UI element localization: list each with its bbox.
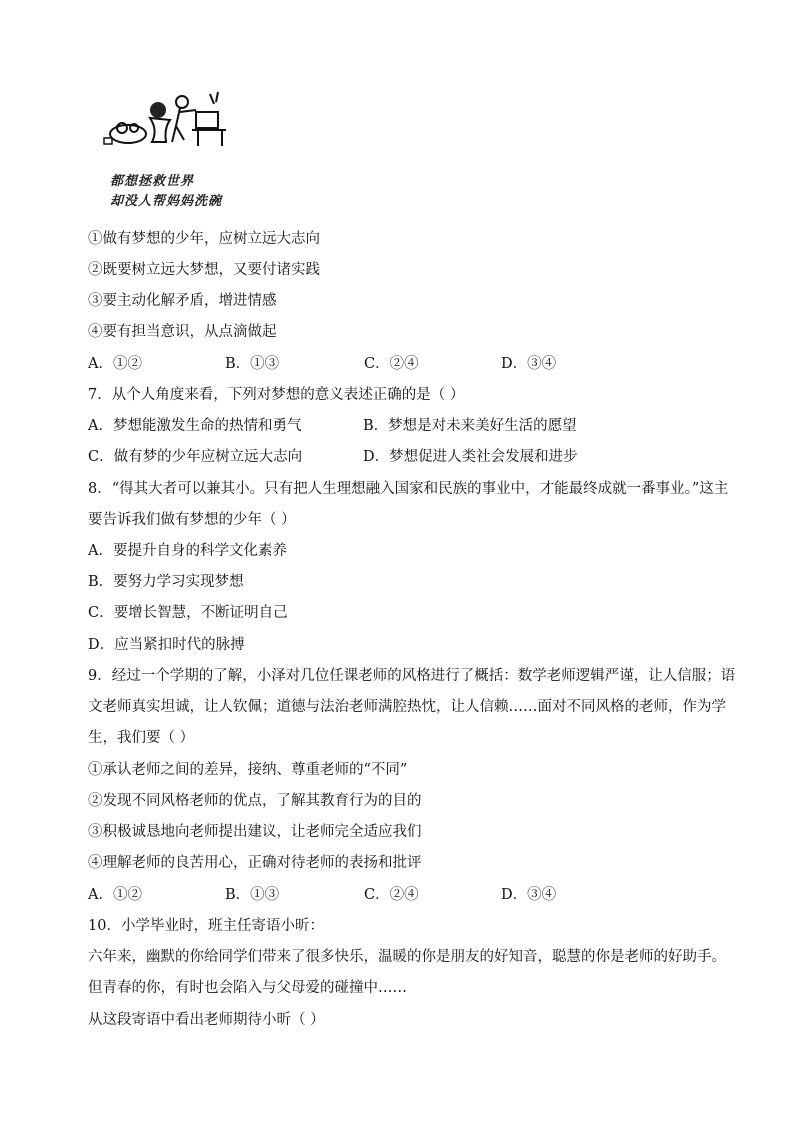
q8-option-d[interactable]: D．应当紧扣时代的脉搏 — [88, 637, 245, 653]
q7-option-d[interactable]: D．梦想促进人类社会发展和进步 — [363, 449, 578, 465]
q6-option-b[interactable]: B．①③ — [225, 356, 280, 372]
q6-option-a[interactable]: A．①② — [88, 356, 142, 372]
q9-option-d[interactable]: D．③④ — [501, 887, 557, 903]
q6-option-c[interactable]: C．②④ — [364, 356, 419, 372]
q8-option-b[interactable]: B．要努力学习实现梦想 — [88, 574, 244, 590]
cartoon-illustration-icon — [100, 88, 230, 150]
q8-option-c[interactable]: C．要增长智慧，不断证明自己 — [88, 605, 288, 621]
q6-item-3: ③要主动化解矛盾，增进情感 — [88, 293, 277, 309]
q9-option-a[interactable]: A．①② — [88, 887, 142, 903]
q6-item-2: ②既要树立远大梦想，又要付诸实践 — [88, 262, 320, 278]
q9-stem-line1: 9．经过一个学期的了解，小泽对几位任课老师的风格进行了概括：数学老师逻辑严谨，让人信服；语 — [88, 668, 736, 684]
q6-item-1: ①做有梦想的少年，应树立远大志向 — [88, 231, 320, 247]
q9-option-b[interactable]: B．①③ — [225, 887, 280, 903]
q10-stem: 10．小学毕业时，班主任寄语小昕： — [88, 918, 324, 934]
illustration-caption-line2: 却没人帮妈妈洗碗 — [110, 194, 223, 209]
q7-stem: 7．从个人角度来看，下列对梦想的意义表述正确的是（ ） — [88, 387, 465, 403]
q9-item-4: ④理解老师的良苦用心，正确对待老师的表扬和批评 — [88, 855, 422, 871]
q10-text-line2: 但青春的你，有时也会陷入与父母爱的碰撞中…… — [88, 980, 407, 996]
q9-item-3: ③积极诚恳地向老师提出建议，让老师完全适应我们 — [88, 824, 422, 840]
q9-item-2: ②发现不同风格老师的优点，了解其教育行为的目的 — [88, 793, 422, 809]
q8-stem-line1: 8．“得其大者可以兼其小。只有把人生理想融入国家和民族的事业中，才能最终成就一番事业。”这主 — [88, 481, 729, 497]
q9-stem-line2: 文老师真实坦诚，让人钦佩；道德与法治老师满腔热忱，让人信赖……面对不同风格的老师，作为学 — [88, 699, 726, 715]
q10-text-line3: 从这段寄语中看出老师期待小昕（ ） — [88, 1012, 325, 1028]
q6-option-d[interactable]: D．③④ — [501, 356, 557, 372]
q8-option-a[interactable]: A．要提升自身的科学文化素养 — [88, 543, 287, 559]
q7-option-a[interactable]: A．梦想能激发生命的热情和勇气 — [88, 418, 302, 434]
q9-stem-line3: 生，我们要（ ） — [88, 730, 195, 746]
q7-option-b[interactable]: B．梦想是对未来美好生活的愿望 — [363, 418, 577, 434]
q7-option-c[interactable]: C．做有梦的少年应树立远大志向 — [88, 449, 303, 465]
q10-text-line1: 六年来，幽默的你给同学们带来了很多快乐，温暖的你是朋友的好知音，聪慧的你是老师的好助手。 — [88, 949, 726, 965]
q6-item-4: ④要有担当意识，从点滴做起 — [88, 324, 277, 340]
q8-stem-line2: 要告诉我们做有梦想的少年（ ） — [88, 512, 296, 528]
q9-item-1: ①承认老师之间的差异，接纳、尊重老师的“不同” — [88, 762, 408, 778]
illustration-caption-line1: 都想拯救世界 — [110, 174, 195, 189]
q9-option-c[interactable]: C．②④ — [364, 887, 419, 903]
